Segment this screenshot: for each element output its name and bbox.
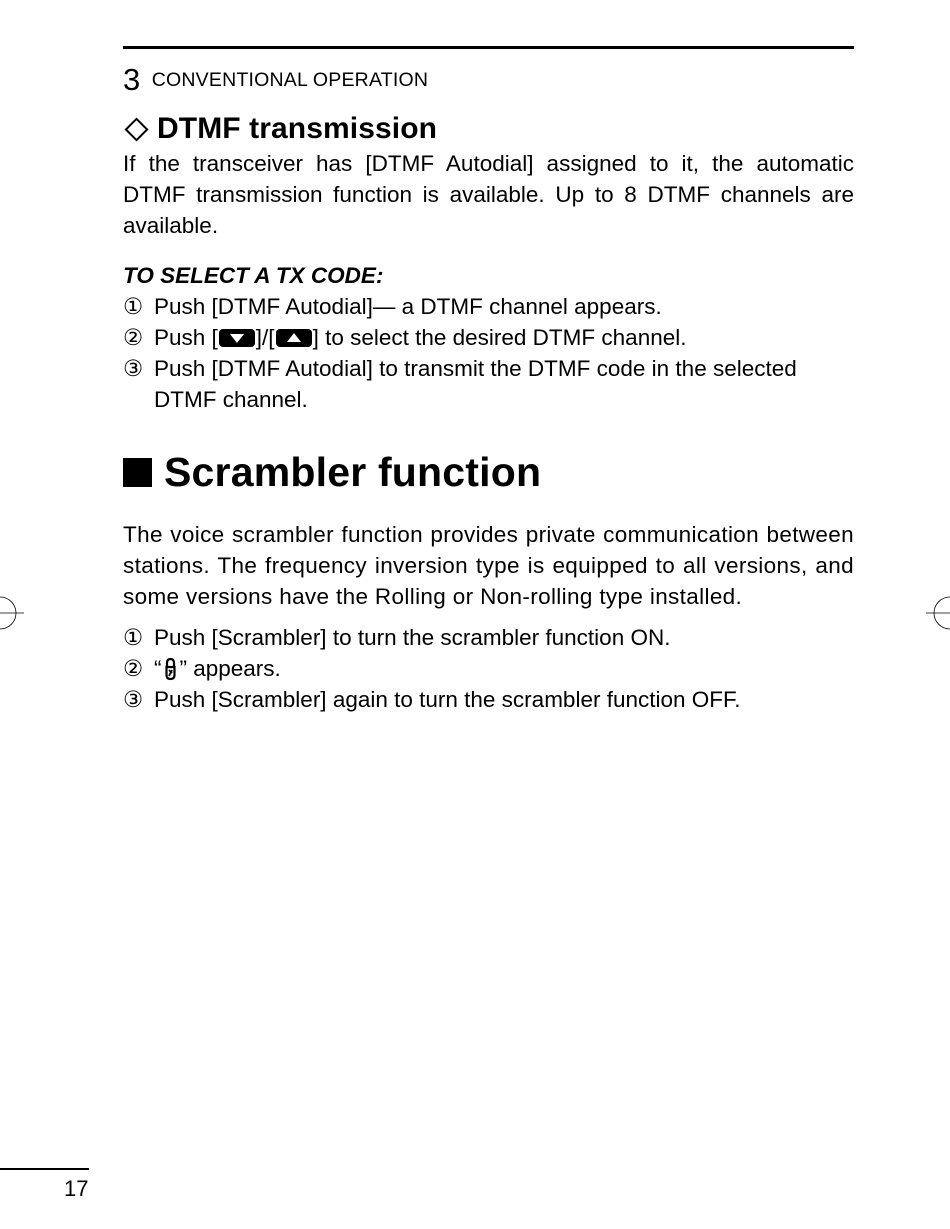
step-number: ①	[123, 625, 144, 650]
step-number: ③	[123, 356, 144, 381]
down-arrow-key-icon	[219, 329, 255, 347]
registration-mark-left	[0, 596, 24, 630]
list-item	[123, 653, 854, 684]
chapter-title: CONVENTIONAL OPERATION	[151, 69, 429, 91]
step-text-part: ]/[	[255, 325, 275, 350]
dtmf-heading	[123, 110, 854, 148]
step-text-part: ] to select the desired DTMF channel.	[312, 325, 687, 350]
step-number: ②	[123, 325, 144, 350]
dtmf-steps	[123, 291, 854, 415]
scrambler-heading-text: Scrambler function	[164, 449, 542, 495]
step-text: Push [Scrambler] again to turn the scrambler function OFF.	[154, 687, 741, 712]
scrambler-steps	[123, 622, 854, 715]
step-text-part: Push [	[154, 325, 218, 350]
list-item	[123, 353, 854, 415]
diamond-bullet-icon	[124, 117, 148, 141]
step-text-part: ” appears.	[179, 656, 281, 681]
step-text: Push [DTMF Autodial] to transmit the DTMF code in the selected DTMF channel.	[154, 356, 797, 412]
step-number: ①	[123, 294, 144, 319]
square-bullet-icon	[123, 458, 152, 487]
step-number: ③	[123, 687, 144, 712]
scrambler-intro: The voice scrambler function provides private communication between stations. The frequency inversion type is equipped to all versions, and some versions have the Rolling or Non-rolling type installed.	[123, 522, 854, 609]
step-number: ②	[123, 656, 144, 681]
step-text-part: “	[154, 656, 162, 681]
step-text-with-keys	[154, 322, 854, 353]
chapter-number: 3	[123, 62, 140, 97]
up-arrow-key-icon	[276, 329, 312, 347]
step-text: Push [Scrambler] to turn the scrambler function ON.	[154, 625, 671, 650]
list-item	[123, 622, 854, 653]
tx-code-caption: TO SELECT A TX CODE:	[123, 263, 384, 288]
dtmf-heading-text: DTMF transmission	[157, 112, 438, 145]
footer-rule	[0, 1168, 89, 1170]
dtmf-intro: If the transceiver has [DTMF Autodial] assigned to it, the automatic DTMF transmission function is available. Up to 8 DTMF channels are available.	[123, 151, 854, 238]
step-text: Push [DTMF Autodial]— a DTMF channel appears.	[154, 294, 662, 319]
scrambler-indicator-icon	[164, 657, 177, 681]
list-item	[123, 322, 854, 353]
chapter-header	[123, 60, 428, 100]
list-item	[123, 684, 854, 715]
page-number: 17	[64, 1176, 89, 1201]
scrambler-heading	[123, 447, 854, 497]
step-text-with-icon	[154, 653, 854, 684]
header-rule	[123, 46, 854, 49]
registration-mark-right	[926, 596, 950, 630]
page-content	[123, 110, 854, 715]
list-item	[123, 291, 854, 322]
